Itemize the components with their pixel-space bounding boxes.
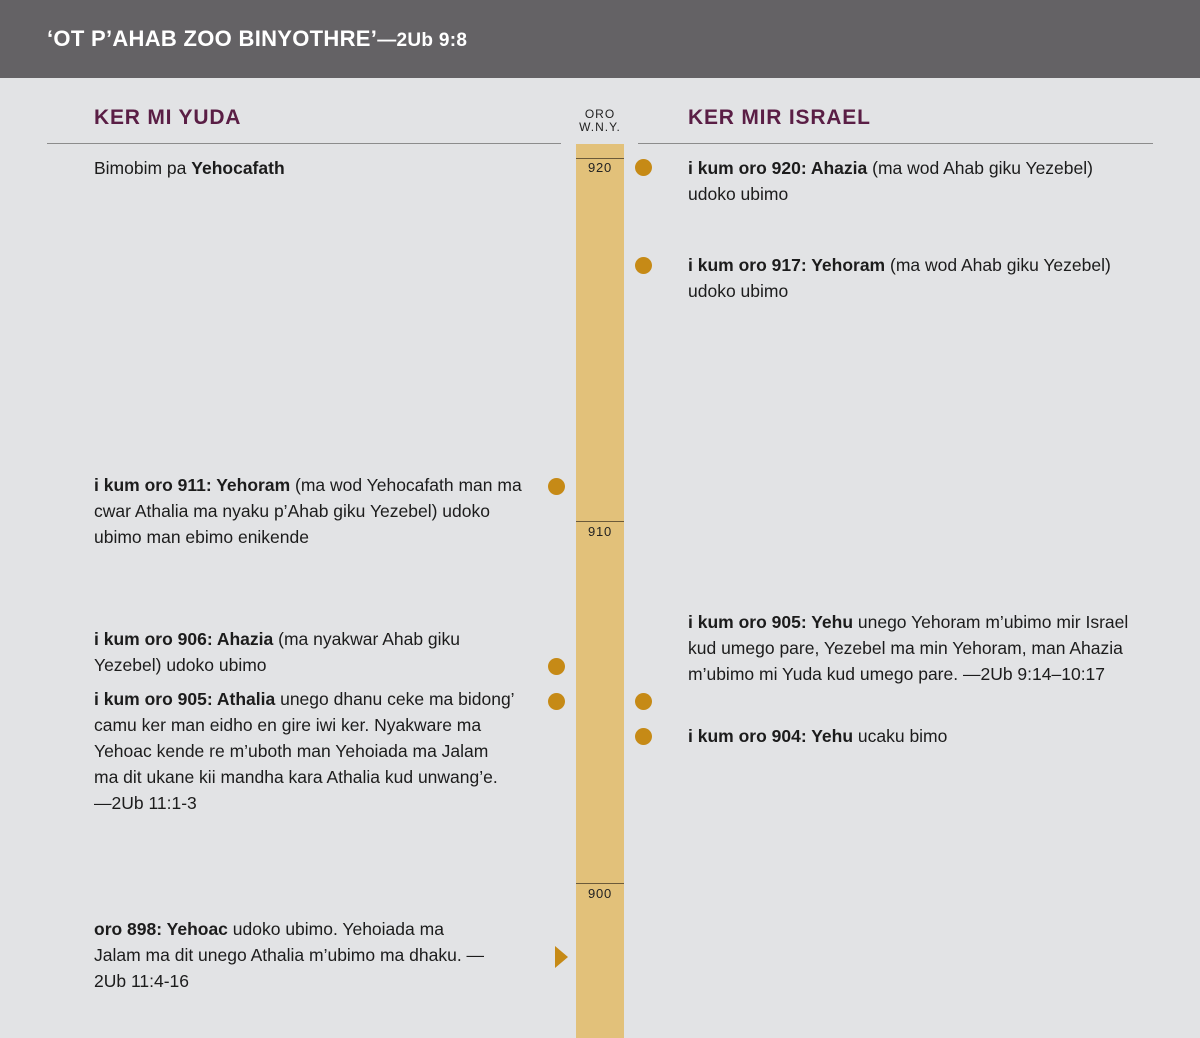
left-entry-yehocafath	[94, 155, 534, 181]
marker-dot-right-904	[635, 728, 652, 745]
entry-bold-text: i kum oro 904: Yehu	[688, 726, 854, 746]
title-reference: —2Ub 9:8	[377, 30, 468, 51]
marker-dot-right-917	[635, 257, 652, 274]
left-heading-rule	[47, 143, 561, 144]
entry-bold-text: i kum oro 917: Yehoram	[688, 255, 886, 275]
tick-label-900: 900	[587, 886, 613, 901]
right-entry-905	[688, 609, 1153, 687]
entry-bold-text: i kum oro 905: Yehu	[688, 612, 854, 632]
entry-text: Bimobim pa	[94, 158, 192, 178]
right-heading-rule	[638, 143, 1153, 144]
left-entry-905	[94, 686, 514, 816]
entry-text: (ma wod Yehocafath man ma cwar Athalia ma nyaku p’Ahab giku Yezebel) udoko ubimo man ebimo enikende	[94, 475, 522, 547]
left-entry-906	[94, 626, 504, 678]
entry-text: (ma nyakwar Ahab giku Yezebel) udoko ubimo	[94, 629, 461, 675]
page-title	[47, 26, 467, 52]
left-entry-898	[94, 916, 494, 994]
axis-heading	[568, 108, 632, 134]
entry-bold-text: i kum oro 906: Ahazia	[94, 629, 274, 649]
right-entry-917	[688, 252, 1128, 304]
entry-bold-text: i kum oro 911: Yehoram	[94, 475, 291, 495]
right-entry-920	[688, 155, 1128, 207]
timeline-bar	[576, 144, 624, 1038]
right-column-heading: KER MIR ISRAEL	[688, 106, 871, 129]
entry-text: unego Yehoram m’ubimo mir Israel kud umego pare, Yezebel ma min Yehoram, man Ahazia m’ubimo mi Yuda kud umego pare. —2Ub 9:14–10:17	[688, 612, 1129, 684]
entry-text: udoko ubimo. Yehoiada ma Jalam ma dit unego Athalia m’ubimo ma dhaku. —2Ub 11:4-16	[94, 919, 485, 991]
left-entry-911	[94, 472, 534, 550]
entry-text: (ma wod Ahab giku Yezebel) udoko ubimo	[688, 158, 1093, 204]
entry-bold-text: oro 898: Yehoac	[94, 919, 228, 939]
entry-bold-text: i kum oro 905: Athalia	[94, 689, 276, 709]
right-entry-904	[688, 723, 1153, 749]
entry-text: (ma wod Ahab giku Yezebel) udoko ubimo	[688, 255, 1111, 301]
left-column-heading: KER MI YUDA	[94, 106, 242, 129]
header-bar	[0, 0, 1200, 78]
marker-dot-right-920	[635, 159, 652, 176]
entry-bold-text: Yehocafath	[191, 158, 285, 178]
tick-label-910: 910	[587, 524, 613, 539]
title-text: ‘OT P’AHAB ZOO BINYOTHRE’	[47, 26, 378, 51]
marker-triangle-left-898	[555, 946, 568, 968]
axis-heading-line2: W.N.Y.	[579, 120, 621, 134]
marker-dot-left-911	[548, 478, 565, 495]
tick-label-920: 920	[587, 160, 613, 175]
tick-920	[576, 158, 624, 159]
tick-910	[576, 521, 624, 522]
marker-dot-left-906	[548, 658, 565, 675]
entry-text: unego dhanu ceke ma bidong’ camu ker man eidho en gire iwi ker. Nyakware ma Yehoac kende re m’uboth man Yehoiada ma Jalam ma dit ukane kii mandha kara Athalia kud unwang’e.—2Ub 11:1-3	[94, 689, 514, 813]
entry-bold-text: i kum oro 920: Ahazia	[688, 158, 868, 178]
entry-text: ucaku bimo	[853, 726, 948, 746]
marker-dot-right-905	[635, 693, 652, 710]
axis-heading-line1: ORO	[584, 107, 616, 121]
tick-900	[576, 883, 624, 884]
marker-dot-left-905	[548, 693, 565, 710]
